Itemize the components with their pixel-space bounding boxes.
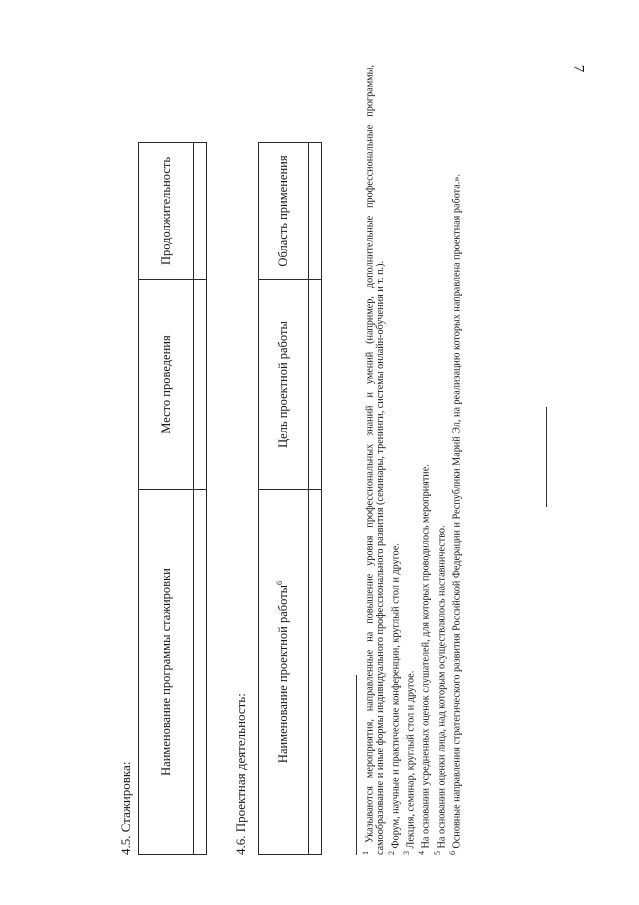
footnote-separator <box>356 675 357 855</box>
footnotes <box>361 65 463 855</box>
internship-empty-row <box>194 143 207 855</box>
page-number: 7 <box>569 64 586 73</box>
project-col-name: Наименование проектной работы$^6$ <box>259 490 309 855</box>
project-col-area: Область применения <box>259 143 309 280</box>
footnote-2: $^2$ Форум, научные и практические конференции, круглый стол и другое. <box>386 543 402 855</box>
end-separator <box>546 407 547 507</box>
internship-section-title: 4.5. Стажировка: <box>118 761 133 855</box>
footnote-6: $^6$ Основные направления стратегического развития Российской Федерации и Республики Марий Эл, на реализацию которых направлена проектная работа.». <box>447 174 463 855</box>
project-empty-row <box>309 143 322 855</box>
internship-header-row <box>139 143 194 855</box>
footnote-ref-6: 6 <box>275 580 285 585</box>
internship-table <box>138 142 207 855</box>
footnote-1: $^1$ Указываются мероприятия, направленные на повышение уровня профессиональных знаний и умений (например, дополнительные профессиональные программы, самообразование и иные формы индивидуального профессионального развития (семинары, тренинги, системы онлайн-обучения и т. п.). <box>361 65 387 855</box>
rotated-content <box>110 65 505 855</box>
footnote-3: $^3$ Лекция, семинар, круглый стол и другое. <box>402 670 417 855</box>
project-col-goal: Цель проектной работы <box>259 280 309 490</box>
internship-col-duration: Продолжительность <box>139 143 194 280</box>
footnote-4: $^4$ На основании усредненных оценок слушателей, для которых проводилось мероприятие. <box>417 464 432 855</box>
project-table <box>258 142 322 855</box>
internship-col-place: Место проведения <box>139 280 194 490</box>
project-section-title: 4.6. Проектная деятельность: <box>233 693 248 855</box>
internship-col-program: Наименование программы стажировки <box>139 490 194 855</box>
footnote-5: $^5$ На основании оценки лица, над которым осуществлялось наставничество. <box>432 525 447 855</box>
project-header-row <box>259 143 309 855</box>
